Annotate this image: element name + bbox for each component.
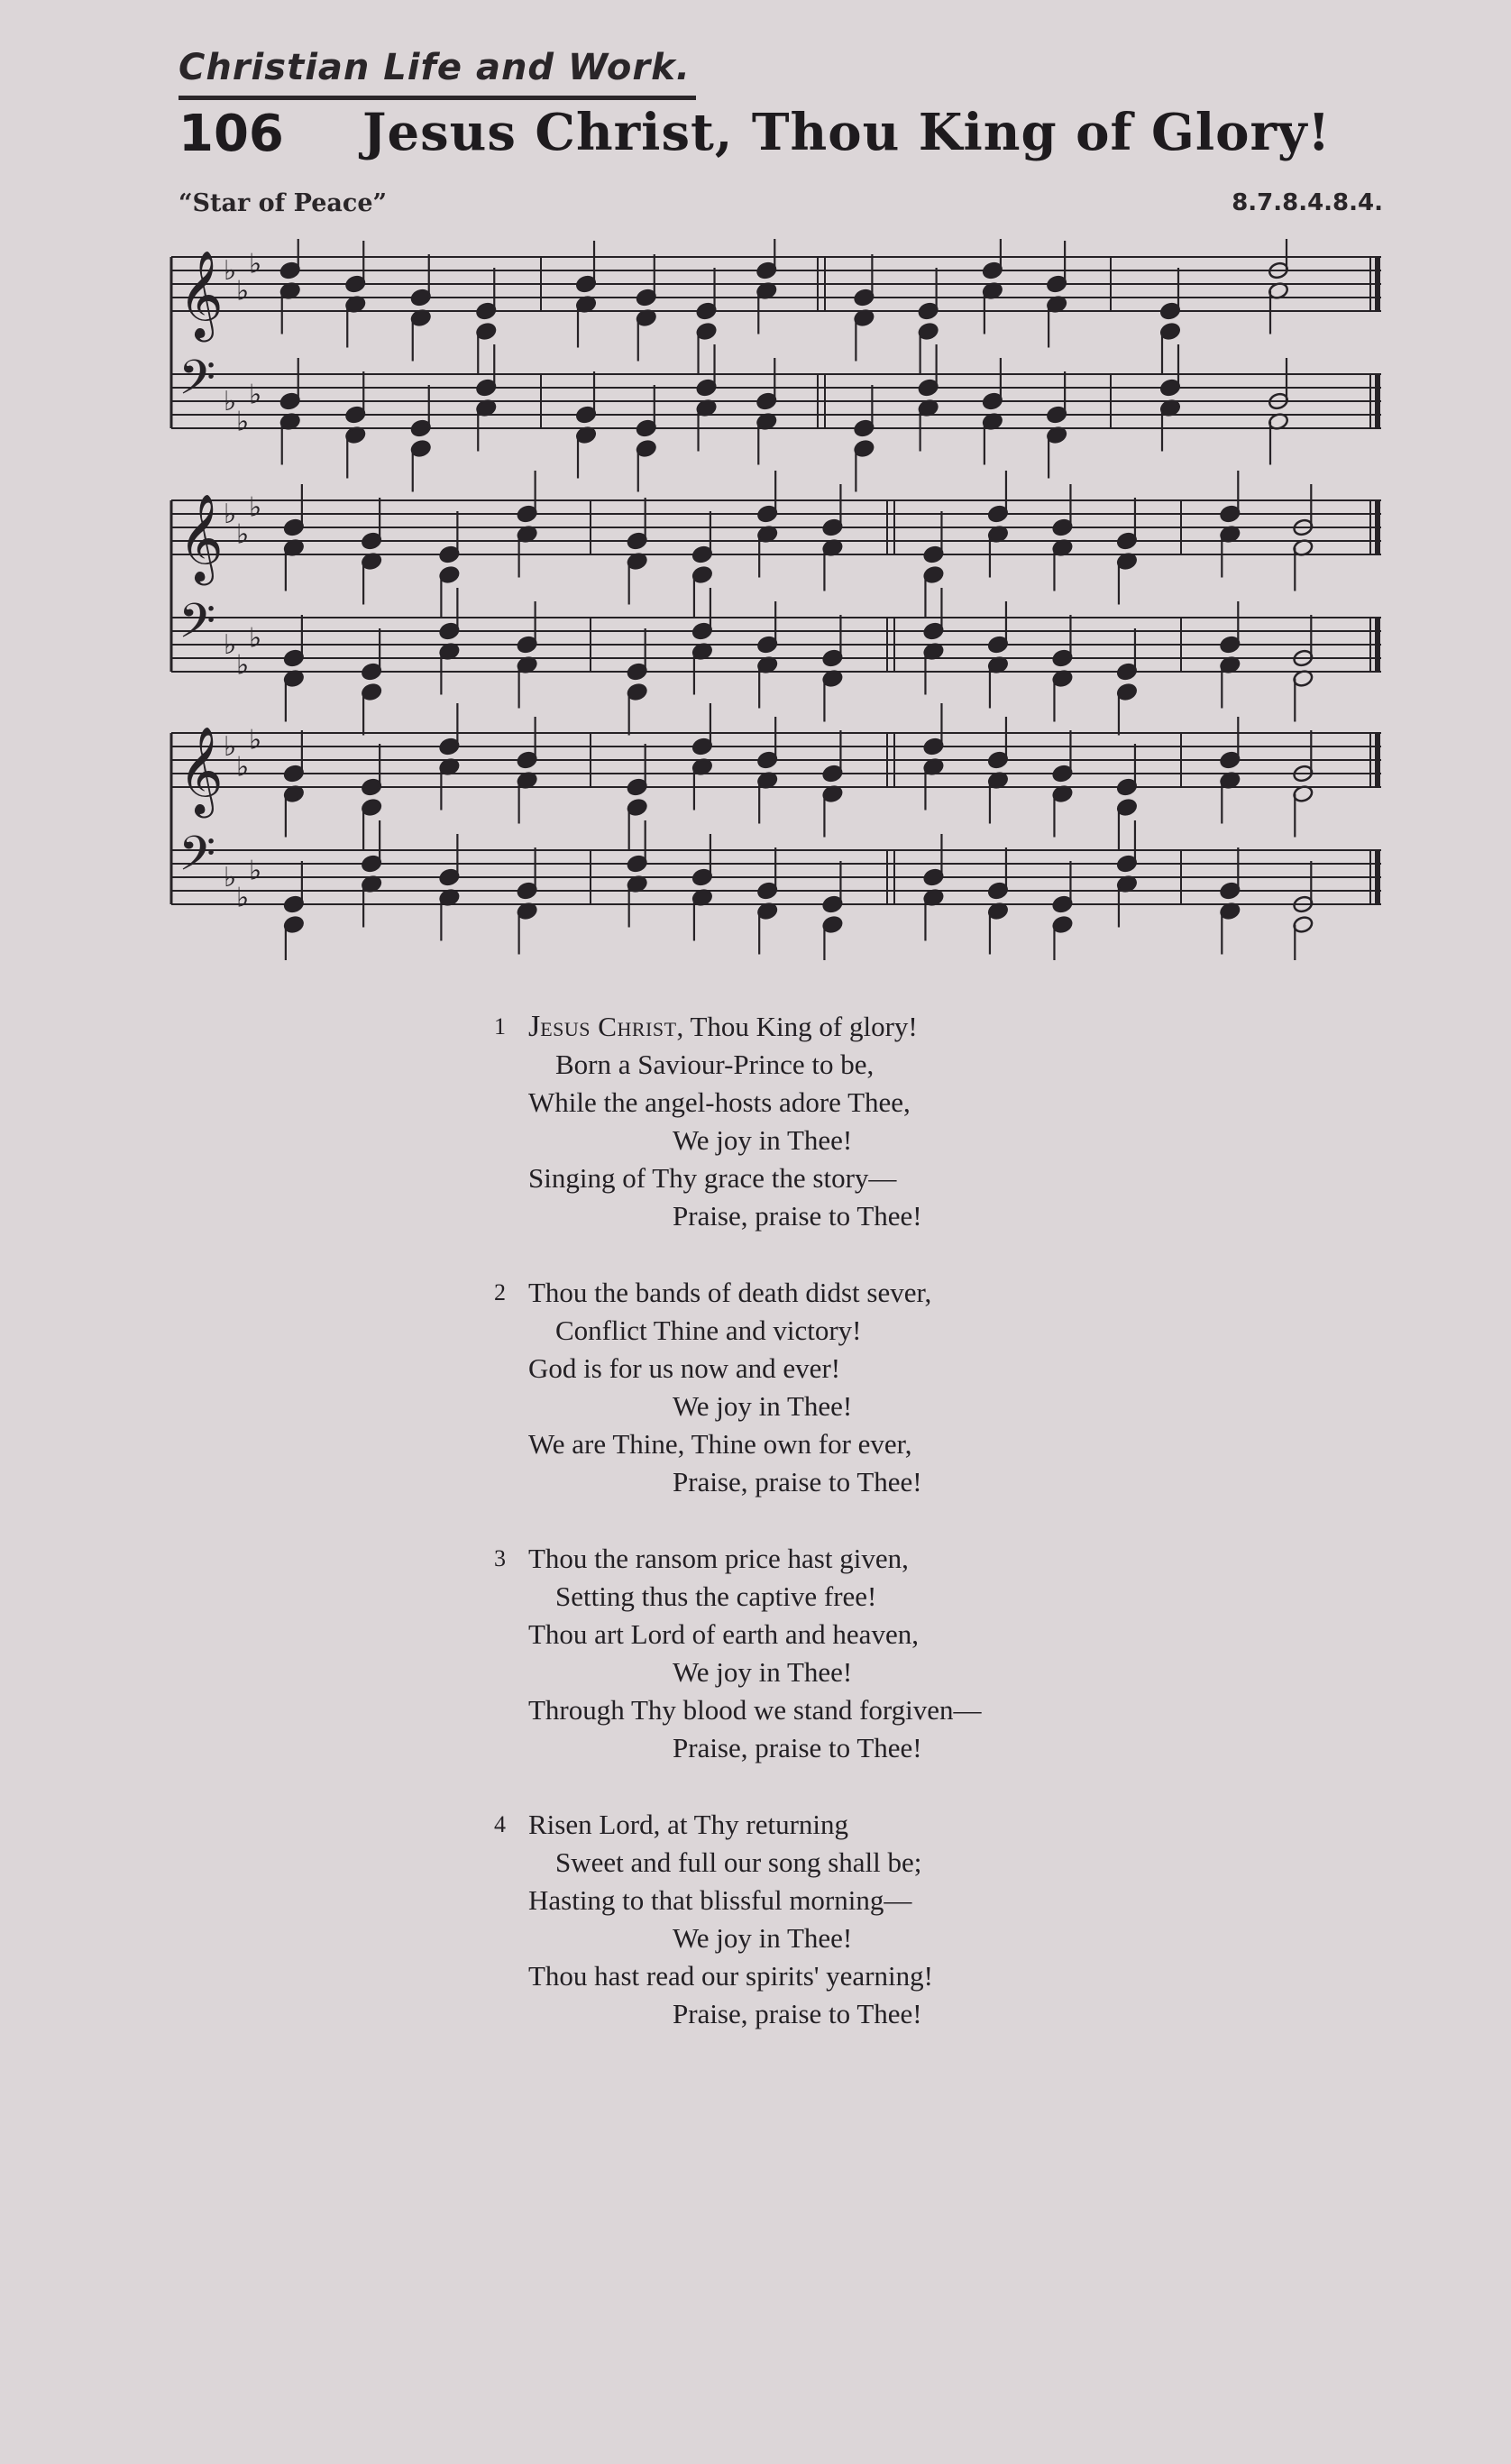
flat-sign: ♭: [236, 649, 250, 682]
verse-line: [494, 1540, 1125, 1578]
verse-line-text: Setting thus the captive free!: [555, 1580, 877, 1612]
verse-line: [494, 1046, 1125, 1084]
flat-sign: ♭: [224, 629, 237, 661]
music-score: [162, 239, 1388, 960]
flat-sign: ♭: [236, 882, 250, 914]
bass-clef: 𝄢: [179, 351, 216, 417]
verse-3: [494, 1540, 1125, 1767]
verse-line: [494, 1995, 1125, 2033]
verse-2: [494, 1274, 1125, 1501]
hymn-number: 106: [179, 105, 284, 163]
tune-name: “Star of Peace”: [179, 189, 388, 217]
flat-sign: ♭: [236, 406, 250, 438]
verse-line: [494, 1691, 1125, 1729]
verse-line: [494, 1312, 1125, 1350]
flat-sign: ♭: [249, 248, 262, 280]
flat-sign: ♭: [236, 518, 250, 551]
verse-line: [494, 1274, 1125, 1312]
initial-letter: J: [528, 1010, 541, 1043]
verse-line-text: We joy in Thee!: [673, 1390, 853, 1422]
verse-line: [494, 1729, 1125, 1767]
verse-1: [494, 1008, 1125, 1235]
verse-line: [494, 1806, 1125, 1844]
verse-line: [494, 1653, 1125, 1691]
verse-line: [494, 1919, 1125, 1957]
verse-line-text: We joy in Thee!: [673, 1124, 853, 1156]
flat-sign: ♭: [249, 622, 262, 655]
verse-line-text: Risen Lord, at Thy returning: [528, 1809, 849, 1840]
verse-line: [494, 1197, 1125, 1235]
verse-line-text: Thou the ransom price hast given,: [528, 1543, 909, 1574]
section-heading: Christian Life and Work.: [179, 47, 691, 88]
verse-line-text: Praise, praise to Thee!: [673, 1466, 922, 1498]
verse-line-text: Thou the bands of death didst sever,: [528, 1277, 932, 1308]
verse-line: [494, 1084, 1125, 1122]
verse-line: [494, 1159, 1125, 1197]
hymn-title: Jesus Christ, Thou King of Glory!: [362, 103, 1332, 162]
verse-number: 4: [494, 1811, 506, 1837]
small-caps-name: esus Christ: [540, 1011, 677, 1042]
verse-line-text: Praise, praise to Thee!: [673, 1200, 922, 1232]
verse-line-text: Thou art Lord of earth and heaven,: [528, 1618, 919, 1650]
verse-line-text: Through Thy blood we stand forgiven—: [528, 1694, 982, 1726]
line-remainder: , Thou King of glory!: [676, 1011, 918, 1042]
flat-sign: ♭: [224, 255, 237, 287]
verse-number: 3: [494, 1545, 506, 1571]
verse-line-text: Singing of Thy grace the story—: [528, 1162, 897, 1194]
verse-line: [494, 1008, 1125, 1046]
verse-line: [494, 1957, 1125, 1995]
verse-line: [494, 1844, 1125, 1882]
verse-line-text: While the angel-hosts adore Thee,: [528, 1086, 911, 1118]
flat-sign: ♭: [224, 499, 237, 530]
verse-line-text: Thou hast read our spirits' yearning!: [528, 1960, 933, 1992]
verse-line: [494, 1425, 1125, 1463]
flat-sign: ♭: [236, 275, 250, 307]
meter: 8.7.8.4.8.4.: [1232, 189, 1383, 216]
verse-line: [494, 1122, 1125, 1159]
verse-line-text: [528, 1008, 918, 1046]
flat-sign: ♭: [236, 751, 250, 783]
verse-line-text: We are Thine, Thine own for ever,: [528, 1428, 912, 1460]
treble-clef: 𝄞: [179, 493, 224, 582]
verse-line-text: Conflict Thine and victory!: [555, 1314, 862, 1346]
verse-line-text: We joy in Thee!: [673, 1656, 853, 1688]
flat-sign: ♭: [249, 855, 262, 887]
heading-underline: [179, 96, 696, 100]
flat-sign: ♭: [224, 386, 237, 417]
verse-line-text: Born a Saviour-Prince to be,: [555, 1049, 875, 1080]
verse-line-text: We joy in Thee!: [673, 1922, 853, 1954]
verse-line-text: Praise, praise to Thee!: [673, 1732, 922, 1763]
verse-line: [494, 1350, 1125, 1388]
bass-clef: 𝄢: [179, 594, 216, 661]
treble-clef: 𝄞: [179, 250, 224, 338]
verse-line: [494, 1882, 1125, 1919]
verse-line-text: Sweet and full our song shall be;: [555, 1846, 922, 1878]
treble-clef: 𝄞: [179, 726, 224, 814]
verses: [494, 1008, 1125, 2072]
flat-sign: ♭: [224, 862, 237, 893]
verse-line-text: Hasting to that blissful morning—: [528, 1884, 912, 1916]
verse-line-text: Praise, praise to Thee!: [673, 1998, 922, 2029]
bass-clef: 𝄢: [179, 827, 216, 893]
verse-line: [494, 1578, 1125, 1616]
flat-sign: ♭: [224, 731, 237, 763]
verse-4: [494, 1806, 1125, 2033]
flat-sign: ♭: [249, 724, 262, 756]
verse-number: 1: [494, 1013, 506, 1040]
verse-line: [494, 1388, 1125, 1425]
flat-sign: ♭: [249, 491, 262, 524]
verse-line: [494, 1616, 1125, 1653]
verse-line-text: God is for us now and ever!: [528, 1352, 841, 1384]
flat-sign: ♭: [249, 379, 262, 411]
verse-number: 2: [494, 1279, 506, 1305]
verse-line: [494, 1463, 1125, 1501]
